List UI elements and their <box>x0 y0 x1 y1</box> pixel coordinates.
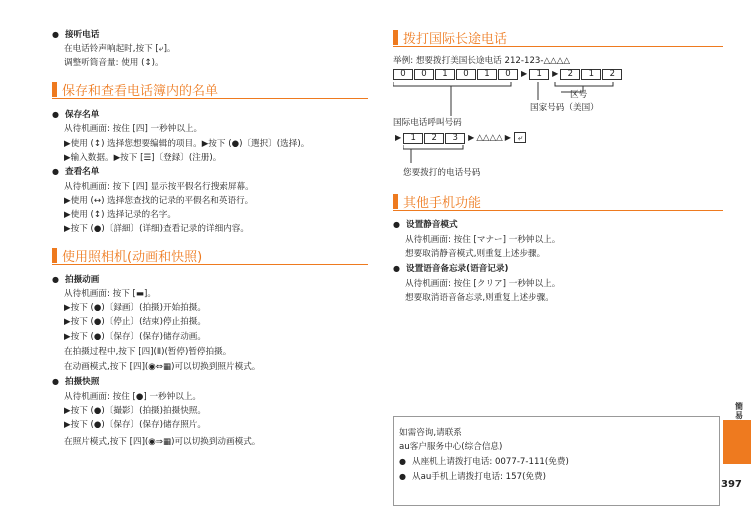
photo-line-4: 在照片模式,按下 [四](◉⇒▦)可以切换到动画模式。 <box>64 437 261 447</box>
digit-key: 1 <box>435 69 455 80</box>
memo-line-2: 想要取消语音备忘录,则重复上述步骤。 <box>405 293 554 303</box>
digit-key: 1 <box>403 133 423 144</box>
answer-line-1: 在电话铃声响起时,按下 [⤶]。 <box>64 44 176 54</box>
video-line-2: ▶按下 (●)〔録画〕(拍摄)开始拍摄。 <box>64 303 206 313</box>
photo-heading: ● 拍摄快照 <box>52 375 99 387</box>
contact-mobile: ● 从au手机上请拨打电话: 157(免费) <box>399 470 546 482</box>
arrow-icon: ▶ <box>552 69 559 78</box>
country-code-digits <box>529 69 550 79</box>
page-number: 397 <box>721 479 742 490</box>
contact-title: 如需咨询,请联系 <box>399 428 462 438</box>
section-bar <box>52 248 57 263</box>
digit-key: 1 <box>477 69 497 80</box>
memo-heading: ● 设置语音备忘录(语音记录) <box>393 262 508 274</box>
section-bar <box>393 30 398 45</box>
answer-heading: ● 接听电话 <box>52 28 99 40</box>
digit-key: 0 <box>393 69 413 80</box>
photo-line-2: ▶按下 (●)〔撮影〕(拍摄)拍摄快照。 <box>64 406 206 416</box>
section-phonebook-title: 保存和查看电话簿内的名单 <box>62 84 219 99</box>
intl-dial-row-1 <box>393 69 623 80</box>
view-line-2: ▶使用 (↔) 选择您查找的记录的平假名和英语行。 <box>64 196 254 206</box>
view-heading: ● 查看名单 <box>52 165 99 177</box>
digit-key: 1 <box>529 69 549 80</box>
number-digits <box>403 133 466 143</box>
digit-key: 2 <box>424 133 444 144</box>
section-bar <box>393 194 398 209</box>
intl-example: 举例: 想要拨打美国长途电话 212-123-△△△△ <box>393 56 570 66</box>
save-line-1: 从待机画面: 按住 [四] 一秒钟以上。 <box>64 124 203 134</box>
number-tail: △△△△ <box>476 133 503 143</box>
photo-line-1: 从待机画面: 按住 [●] 一秒钟以上。 <box>64 392 202 402</box>
section-intl-call-title: 拨打国际长途电话 <box>403 32 508 47</box>
view-line-4: ▶按下 (●)〔詳細〕(详细)查看记录的详细内容。 <box>64 224 249 234</box>
digit-key: 1 <box>581 69 601 80</box>
digit-key: 3 <box>445 133 465 144</box>
arrow-icon: ▶ <box>468 133 475 142</box>
video-line-6: 在动画模式,按下 [四](◉⇔▦)可以切换到照片模式。 <box>64 362 261 372</box>
digit-key: 0 <box>456 69 476 80</box>
intl-prefix-digits <box>393 69 519 79</box>
silent-line-1: 从待机画面: 按住 [マナー] 一秒钟以上。 <box>405 235 561 245</box>
section-other-features-header <box>393 193 723 211</box>
silent-heading: ● 设置静音模式 <box>393 218 458 230</box>
label-country-code: 国家号码（美国） <box>530 103 599 113</box>
arrow-icon: ▶ <box>504 133 511 142</box>
save-line-3: ▶输入数据。▶按下 [☰]〔登録〕(注册)。 <box>64 153 222 163</box>
section-other-features-title: 其他手机功能 <box>403 196 482 211</box>
side-tab-marker <box>723 420 751 464</box>
arrow-icon: ▶ <box>521 69 528 78</box>
photo-line-3: ▶按下 (●)〔保存〕(保存)储存照片。 <box>64 420 206 430</box>
arrow-icon: ▶ <box>395 133 402 142</box>
view-line-3: ▶使用 (↕) 选择记录的名字。 <box>64 210 176 220</box>
contact-landline: ● 从座机上请拨打电话: 0077-7-111(免费) <box>399 455 569 467</box>
video-line-3: ▶按下 (●)〔停止〕(结束)停止拍摄。 <box>64 317 206 327</box>
section-camera-title: 使用照相机(动画和快照) <box>62 250 203 265</box>
side-language-label: 簡易 <box>735 402 743 420</box>
video-line-5: 在拍摄过程中,按下 [四](Ⅱ)(暂停)暂停拍摄。 <box>64 347 232 357</box>
section-intl-call-header <box>393 29 723 47</box>
call-key-icon: ⤶ <box>514 132 526 143</box>
section-camera-header <box>52 247 368 265</box>
label-area-code: 区号 <box>570 90 588 100</box>
digit-key: 2 <box>602 69 622 80</box>
area-code-digits <box>560 69 623 79</box>
answer-line-2: 调整听筒音量: 使用 (↕)。 <box>64 58 164 68</box>
digit-key: 0 <box>414 69 434 80</box>
digit-key: 2 <box>560 69 580 80</box>
memo-line-1: 从待机画面: 按住 [クリア] 一秒钟以上。 <box>405 279 561 289</box>
save-heading: ● 保存名单 <box>52 108 99 120</box>
save-line-2: ▶使用 (↕) 选择您想要编辑的项目。▶按下 (●)〔選択〕(选择)。 <box>64 139 310 149</box>
section-phonebook-header <box>52 81 368 99</box>
contact-box <box>393 416 720 506</box>
section-bar <box>52 82 57 97</box>
digit-key: 0 <box>498 69 518 80</box>
silent-line-2: 想要取消静音模式,则重复上述步骤。 <box>405 249 546 259</box>
label-intl-prefix: 国际电话呼叫号码 <box>393 118 462 128</box>
video-line-4: ▶按下 (●)〔保存〕(保存)储存动画。 <box>64 332 206 342</box>
contact-org: au客户服务中心(综合信息) <box>399 442 503 452</box>
label-phone-number: 您要拨打的电话号码 <box>403 168 481 178</box>
video-line-1: 从待机画面: 按下 [▬]。 <box>64 289 156 299</box>
view-line-1: 从待机画面: 按下 [四] 显示按平假名行搜索屏幕。 <box>64 182 254 192</box>
video-heading: ● 拍摄动画 <box>52 273 99 285</box>
number-annotation-lines <box>403 143 473 167</box>
dial-annotation-lines <box>393 80 643 120</box>
